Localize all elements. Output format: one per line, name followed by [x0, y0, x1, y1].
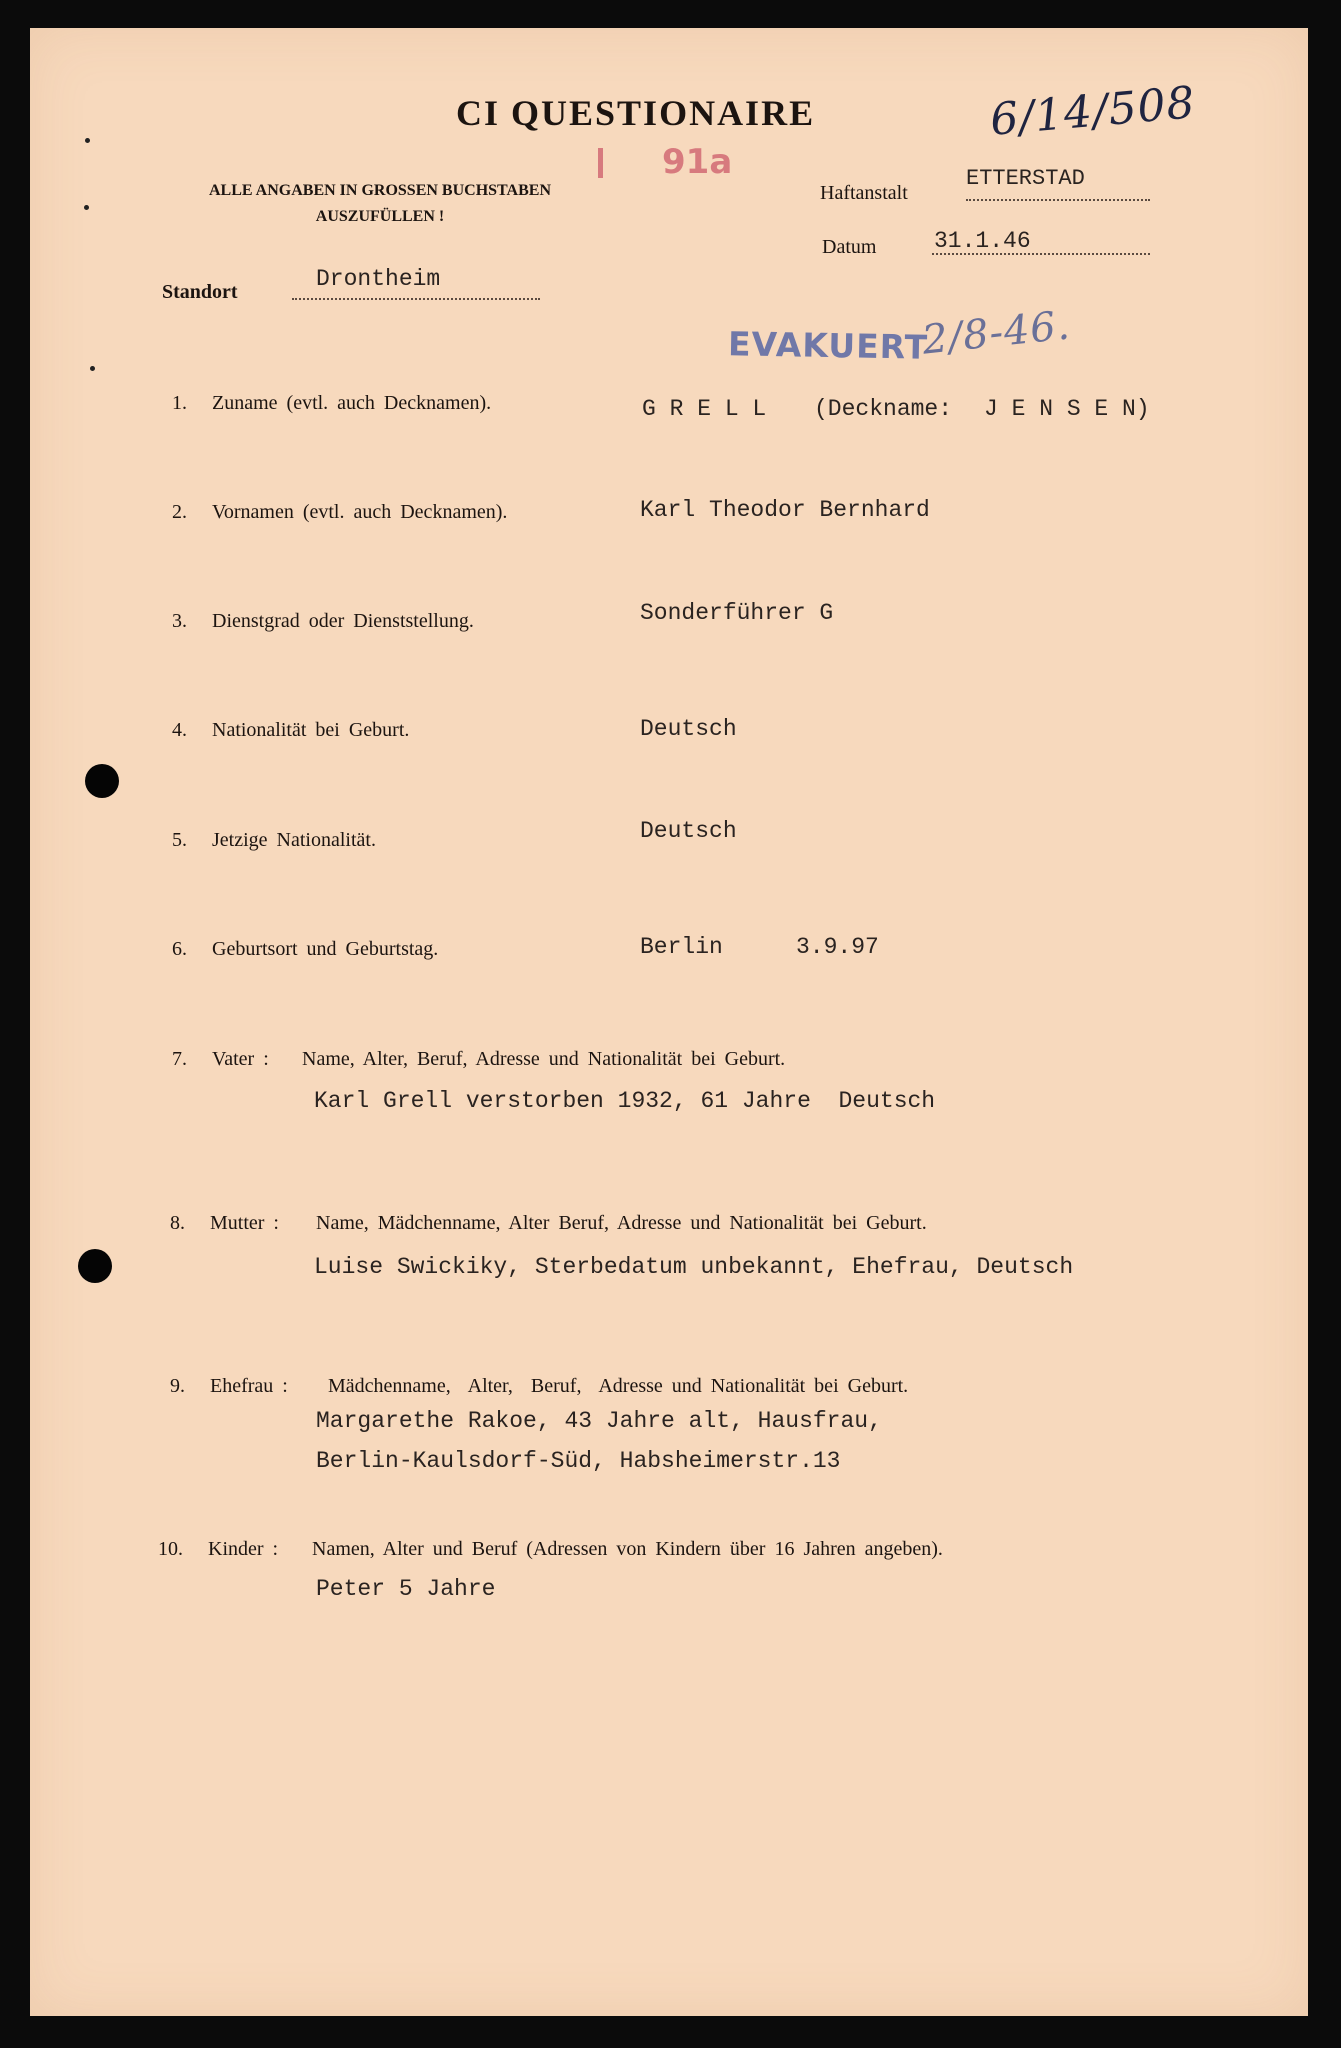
answer-5: Deutsch	[640, 818, 737, 844]
answer-1-surname: G R E L L	[642, 396, 767, 422]
speck	[85, 138, 90, 143]
question-2-label: Vornamen (evtl. auch Decknamen).	[212, 501, 508, 523]
questionnaire-sheet	[30, 28, 1308, 2016]
question-3-label: Dienstgrad oder Dienststellung.	[212, 610, 474, 632]
answer-4: Deutsch	[640, 716, 737, 742]
question-9-prefix: Ehefrau :	[210, 1375, 288, 1397]
standort-label: Standort	[162, 281, 238, 303]
haftanstalt-line	[966, 199, 1150, 201]
question-6-number: 6.	[172, 938, 187, 960]
question-1-number: 1.	[172, 392, 187, 414]
question-5-number: 5.	[172, 829, 187, 851]
answer-3: Sonderführer G	[640, 600, 834, 626]
question-5-label: Jetzige Nationalität.	[212, 829, 376, 851]
question-10-label: Namen, Alter und Beruf (Adressen von Kindern über 16 Jahren angeben).	[312, 1538, 943, 1560]
instruction-line-2: AUSZUFÜLLEN !	[315, 208, 445, 225]
speck	[90, 366, 95, 371]
question-4-label: Nationalität bei Geburt.	[212, 719, 410, 741]
answer-1-deckname: J E N S E N)	[984, 396, 1150, 422]
question-9-number: 9.	[170, 1375, 185, 1397]
question-9-label: Mädchenname, Alter, Beruf, Adresse und Nationalität bei Geburt.	[328, 1375, 909, 1397]
red-mark	[598, 148, 603, 178]
question-8-prefix: Mutter :	[210, 1212, 279, 1234]
question-10-prefix: Kinder :	[208, 1538, 279, 1560]
answer-8: Luise Swickiky, Sterbedatum unbekannt, Ehefrau, Deutsch	[314, 1254, 1074, 1280]
question-7-number: 7.	[172, 1048, 187, 1070]
answer-9-line-2: Berlin-Kaulsdorf-Süd, Habsheimerstr.13	[316, 1448, 841, 1474]
haftanstalt-value: ETTERSTAD	[966, 166, 1085, 191]
punch-hole-top	[85, 764, 119, 798]
question-7-label: Name, Alter, Beruf, Adresse und Nationalität bei Geburt.	[302, 1048, 786, 1070]
speck	[84, 205, 89, 210]
punch-hole-bottom	[78, 1249, 112, 1283]
answer-1-deckname-label: (Deckname:	[814, 396, 953, 422]
answer-6-place: Berlin	[640, 934, 723, 960]
datum-label: Datum	[822, 236, 877, 258]
red-stamp: 91a	[662, 142, 733, 182]
haftanstalt-label: Haftanstalt	[820, 182, 908, 204]
answer-9-line-1: Margarethe Rakoe, 43 Jahre alt, Hausfrau,	[316, 1408, 882, 1434]
question-3-number: 3.	[172, 610, 187, 632]
question-8-number: 8.	[170, 1212, 185, 1234]
instruction-text	[160, 178, 600, 230]
answer-10: Peter 5 Jahre	[316, 1576, 496, 1602]
answer-2: Karl Theodor Bernhard	[640, 497, 930, 523]
handwritten-reference: 6/14/508	[988, 77, 1198, 146]
standort-line	[292, 298, 540, 300]
answer-6-date: 3.9.97	[796, 934, 879, 960]
question-8-label: Name, Mädchenname, Alter Beruf, Adresse und Nationalität bei Geburt.	[316, 1212, 927, 1234]
evakuert-stamp: EVAKUERT	[727, 324, 929, 367]
question-6-label: Geburtsort und Geburtstag.	[212, 938, 439, 960]
datum-value: 31.1.46	[934, 228, 1031, 254]
question-2-number: 2.	[172, 501, 187, 523]
question-10-number: 10.	[158, 1538, 183, 1560]
answer-7: Karl Grell verstorben 1932, 61 Jahre Deutsch	[314, 1088, 936, 1114]
form-title: CI QUESTIONAIRE	[456, 93, 816, 133]
question-4-number: 4.	[172, 719, 187, 741]
instruction-line-1: ALLE ANGABEN IN GROSSEN BUCHSTABEN	[208, 182, 551, 199]
question-1-label: Zuname (evtl. auch Decknamen).	[212, 392, 492, 414]
evakuert-date: 2/8-46.	[920, 302, 1073, 364]
question-7-prefix: Vater :	[212, 1048, 269, 1070]
standort-value: Drontheim	[316, 266, 441, 292]
